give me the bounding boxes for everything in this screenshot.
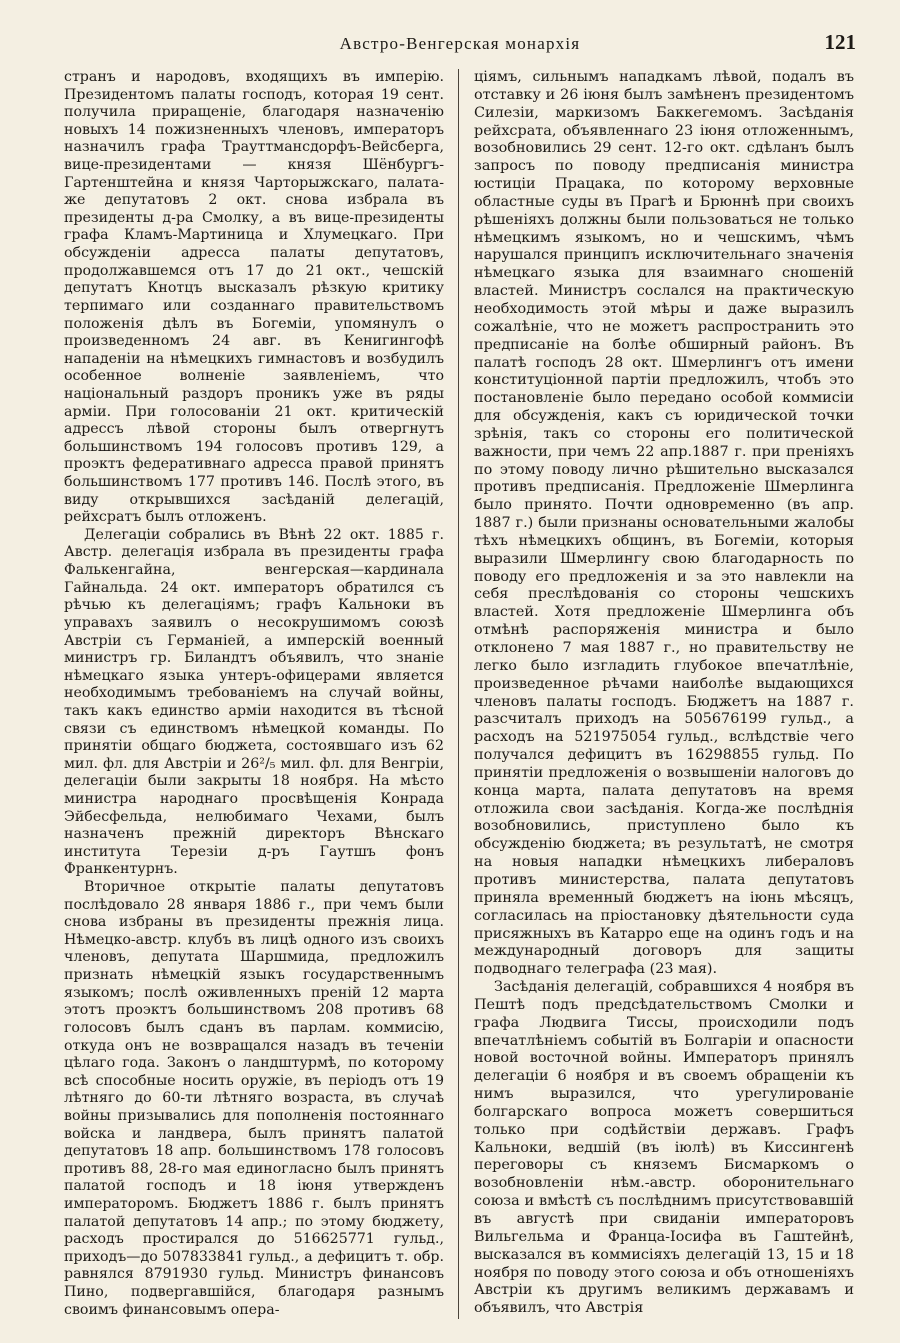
paragraph: Вторичное открытіе палаты депутатовъ послѣдовало 28 января 1886 г., при чемъ были снова избраны въ президенты прежнія лица. Нѣмецко-австр. клубъ въ лицѣ одного изъ своихъ членовъ, депутата Шаршмида, предложилъ признать нѣмецкій языкъ государственнымъ языкомъ; послѣ оживленныхъ преній 12 марта этотъ проэктъ большинствомъ 208 противъ 68 голосовъ былъ сданъ въ парлам. коммисію, откуда онъ не возвращался назадъ въ теченіи цѣлаго года. Законъ о ландштурмѣ, по которому всѣ способные носить оружіе, въ періодъ отъ 19 лѣтняго до 60-ти лѣтняго возраста, въ случаѣ войны призывались для пополненія постояннаго войска и ландвера, былъ принятъ палатой депутатовъ 18 апр. большинствомъ 178 голосовъ противъ 88, 28-го мая единогласно былъ принятъ палатой господъ и 18 іюня утвержденъ императоромъ. Бюджетъ 1886 г. былъ принятъ палатой депутатовъ 14 апр.; по этому бюджету, расходъ простирался до 516625771 гульд., приходъ—до 507833841 гульд., а дефицитъ т. обр. равнялся 8791930 гульд. Министръ финансовъ Пино, подвергавшійся, благодаря разнымъ своимъ финансовымъ опера- [64,879,444,1318]
page-header [64,30,856,56]
text-columns [64,69,856,1324]
page-number: 121 [824,30,856,54]
paragraph: странъ и народовъ, входящихъ въ имперію. Президентомъ палаты господъ, которая 19 сент. получила приращеніе, благодаря назначенію новыхъ 14 пожизненныхъ членовъ, императоръ назначилъ графа Трауттмансдорфъ-Вейсберга, вице-президентами — князя Шёнбургъ-Гартенштейна и князя Чарторыжскаго, палата-же депутатовъ 2 окт. снова избрала въ президенты д-ра Смолку, а въ вице-президенты графа Кламъ-Мартиница и Хлумецкаго. При обсужденіи адресса палаты депутатовъ, продолжавшемся отъ 17 до 21 окт., чешскій депутатъ Кнотцъ высказалъ рѣзкую критику терпимаго или созданнаго правительствомъ положенія дѣлъ въ Богеміи, упомянулъ о произведенномъ 24 авг. въ Кенигингофѣ нападеніи на нѣмецкихъ гимнастовъ и возбудилъ особенное волненіе заявленіемъ, что національный раздоръ проникъ уже въ ряды арміи. При голосованіи 21 окт. критическій адрессъ лѣвой стороны былъ отвергнутъ большинствомъ 194 голосовъ противъ 129, а проэктъ федеративнаго адресса правой принятъ большинствомъ 177 противъ 146. Послѣ этого, въ виду открывшихся засѣданій делегацій, рейхсратъ былъ отложенъ. [64,69,444,526]
paragraph: ціямъ, сильнымъ нападкамъ лѣвой, подалъ въ отставку и 26 іюня былъ замѣненъ президентомъ Силезіи, маркизомъ Баккегемомъ. Засѣданія рейхсрата, объявленнаго 23 іюня отложеннымъ, возобновились 29 сент. 12-го окт. сдѣланъ былъ запросъ по поводу предписанія министра юстиціи Працака, по которому верховные областные суды въ Прагѣ и Брюннѣ при своихъ рѣшеніяхъ должны были пользоваться не только нѣмецкимъ языкомъ, но и чешскимъ, чѣмъ нарушался принципъ исключительнаго значенія нѣмецкаго языка для взаимнаго сношеній властей. Министръ сослался на практическую необходимость этой мѣры и даже выразилъ сожалѣніе, что не можетъ распространить это предписаніе на болѣе обширный районъ. Въ палатѣ господъ 28 окт. Шмерлингъ отъ имени конституціонной партіи предложилъ, чтобъ это постановленіе было передано особой коммисіи для обсужденія, какъ съ юридической точки зрѣнія, такъ со стороны его политической важности, при чемъ 22 апр.1887 г. при преніяхъ по этому поводу лично рѣшительно высказался противъ предписанія. Предложеніе Шмерлинга было принято. Почти одновременно (въ апр. 1887 г.) были признаны основательными жалобы тѣхъ нѣмецкихъ общинъ, въ Богеміи, которыя выразили Шмерлингу свою благодарность по поводу его предложенія и за это навлекли на себя преслѣдованія со стороны чешскихъ властей. Хотя предложеніе Шмерлинга объ отмѣнѣ распоряженія министра и было отклонено 7 мая 1887 г., но правительству не легко было изгладить глубокое впечатлѣніе, произведенное рѣчами наиболѣе выдающихся членовъ палаты господъ. Бюджетъ на 1887 г. разсчиталъ приходъ на 505676199 гульд., а расходъ на 521975054 гульд., вслѣдствіе чего получался дефицитъ въ 16298855 гульд. По принятіи предложенія о возвышеніи налоговъ до конца марта, палата депутатовъ на время отложила свои засѣданія. Когда-же послѣднія возобновились, приступлено было къ обсужденію бюджета; въ результатѣ, не смотря на новыя нападки нѣмецкихъ либераловъ противъ министерства, палата депутатовъ приняла временный бюджетъ на іюнь мѣсяцъ, согласилась на пріостановку дѣятельности суда присяжныхъ въ Катарро еще на одинъ годъ и на международный договоръ для защиты подводнаго телеграфа (23 мая). [474,69,854,978]
paragraph: Засѣданія делегацій, собравшихся 4 ноября въ Пештѣ подъ предсѣдательствомъ Смолки и графа Людвига Тиссы, происходили подъ впечатлѣніемъ событій въ Болгаріи и опасности новой восточной войны. Императоръ принялъ делегаціи 6 ноября и въ своемъ обращеніи къ нимъ выразился, что урегулированіе болгарскаго вопроса можетъ совершиться только при содѣйствіи державъ. Графъ Кальноки, ведшій (въ іюлѣ) въ Киссингенѣ переговоры съ княземъ Бисмаркомъ о возобновленіи нѣм.-австр. оборонительнаго союза и вмѣстѣ съ послѣднимъ присутствовавшій въ августѣ при свиданіи императоровъ Вильгельма и Франца-Іосифа въ Гаштейнѣ, высказался въ коммисіяхъ делегацій 13, 15 и 18 ноября по поводу этого союза и объ отношеніяхъ Австріи къ другимъ великимъ державамъ и объявилъ, что Австрія [474,979,854,1317]
column-divider [458,69,459,1319]
paragraph: Делегаціи собрались въ Вѣнѣ 22 окт. 1885 г. Австр. делегація избрала въ президенты графа Фалькенгайна, венгерская—кардинала Гайнальда. 24 окт. императоръ обратился съ рѣчью къ делегаціямъ; графъ Кальноки въ управахъ заявилъ о несокрушимомъ союзѣ Австріи съ Германіей, а имперскій военный министръ гр. Биландтъ объявилъ, что знаніе нѣмецкаго языка унтеръ-офицерами является необходимымъ требованіемъ на случай войны, такъ какъ единство арміи находится въ тѣсной связи съ единствомъ нѣмецкой команды. По принятіи общаго бюджета, состоявшаго изъ 62 мил. фл. для Австріи и 26²/₅ мил. фл. для Венгріи, делегаціи были закрыты 18 ноября. На мѣсто министра народнаго просвѣщенія Конрада Эйбесфельда, нелюбимаго Чехами, былъ назначенъ прежній директоръ Вѣнскаго института Терезіи д-ръ Гаутшъ фонъ Франкентурнъ. [64,526,444,878]
running-title: Австро-Венгерская монархія [339,34,581,53]
left-column [64,69,444,1319]
right-column [474,69,854,1318]
